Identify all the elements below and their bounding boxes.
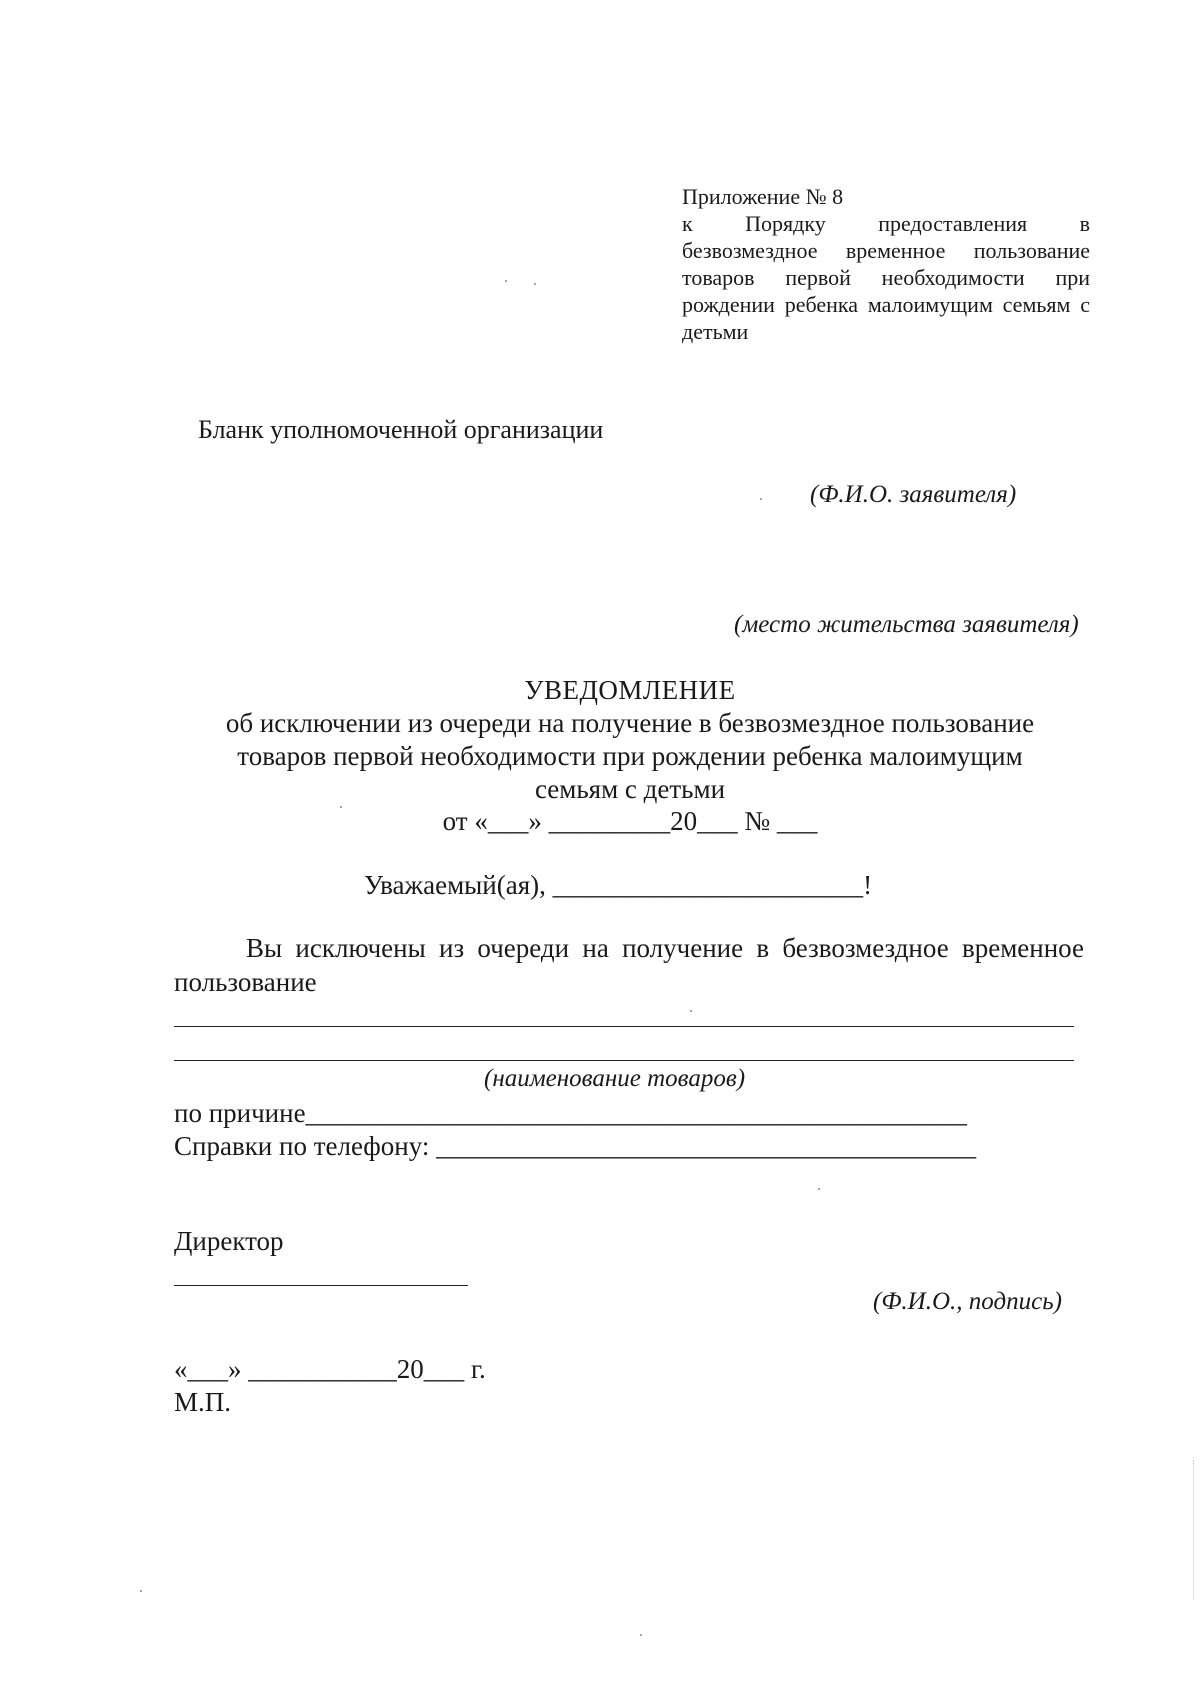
scan-edge-artifact [1193, 1460, 1195, 1600]
scan-speck [690, 1010, 692, 1012]
scan-speck [818, 1188, 820, 1190]
appendix-text: к Порядку предоставления в безвозмездное временное пользование товаров первой необходимости при рождении ребенка малоимущим семьям с детьми [682, 211, 1090, 344]
notice-subtitle-line-1: об исключении из очереди на получение в безвозмездное пользование [225, 708, 1035, 738]
greeting-line: Уважаемый(ая), _______________________! [364, 870, 873, 900]
stamp-placeholder: М.П. [174, 1387, 232, 1417]
notice-subtitle-line-3: семьям с детьми [534, 774, 726, 804]
goods-blank-line-1 [174, 1026, 1074, 1027]
notice-title: УВЕДОМЛЕНИЕ [524, 675, 736, 705]
scan-speck [505, 280, 507, 282]
scan-speck [534, 283, 536, 285]
fio-signature-caption: (Ф.И.О., подпись) [873, 1288, 1062, 1315]
reason-line: по причине_________________________________________________ [174, 1098, 968, 1128]
director-label: Директор [174, 1226, 284, 1256]
goods-blank-line-2 [174, 1060, 1074, 1061]
appendix-title: Приложение № 8 [682, 184, 844, 209]
phone-inquiry-line: Справки по телефону: ________________________________________ [174, 1131, 977, 1161]
goods-name-caption: (наименование товаров) [484, 1065, 746, 1092]
scan-speck [340, 806, 342, 808]
applicant-residence-caption: (место жительства заявителя) [734, 611, 1079, 638]
appendix-block [682, 183, 1090, 345]
exclusion-paragraph-line-1: Вы исключены из очереди на получение в безвозмездное временное [246, 933, 1084, 963]
organization-blank-label: Бланк уполномоченной организации [198, 415, 604, 444]
signature-date-line: «___» ___________20___ г. [174, 1354, 486, 1384]
notice-subtitle-line-2: товаров первой необходимости при рождении ребенка малоимущим [237, 741, 1023, 771]
scan-speck [140, 1590, 142, 1592]
applicant-fio-caption: (Ф.И.О. заявителя) [810, 481, 1017, 508]
signature-blank-line [174, 1285, 468, 1286]
scan-speck [760, 498, 762, 500]
scan-speck [640, 1634, 642, 1636]
exclusion-paragraph-line-2: пользование [174, 967, 317, 997]
notice-date-number-line: от «___» _________20___ № ___ [442, 806, 818, 836]
